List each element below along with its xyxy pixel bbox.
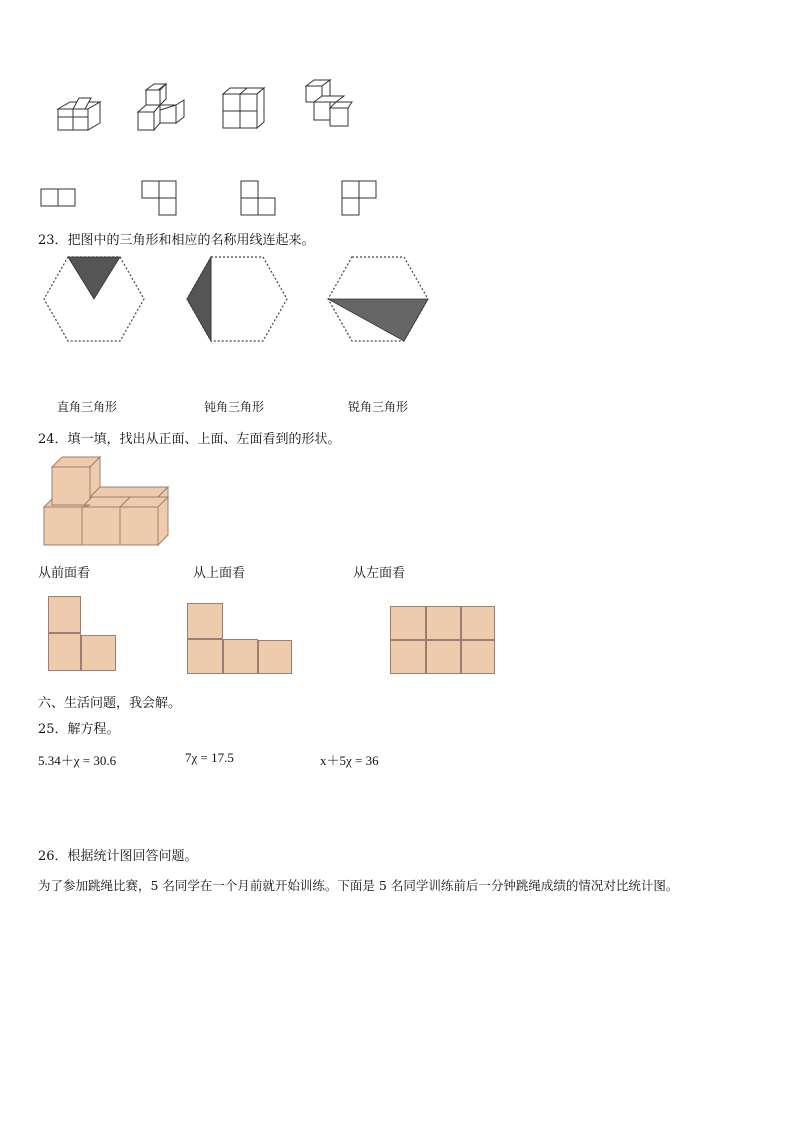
- triangle-name-acute: 锐角三角形: [348, 400, 409, 414]
- q24-prompt: 24．填一填，找出从正面、上面、左面看到的形状。: [38, 432, 341, 447]
- view-label-left: 从左面看: [353, 566, 406, 581]
- cube-stack-3d: [44, 455, 172, 547]
- equation-3: x＋5χ = 36: [320, 753, 379, 768]
- q26-prompt: 26．根据统计图回答问题。: [38, 849, 198, 864]
- flat-view-4: [341, 180, 377, 216]
- flat-view-3: [240, 180, 276, 216]
- cube-figure-4: [300, 78, 355, 130]
- cube-figure-3: [220, 86, 270, 130]
- q23-prompt: 23．把图中的三角形和相应的名称用线连起来。: [38, 233, 315, 248]
- triangle-name-obtuse: 钝角三角形: [204, 400, 265, 414]
- equation-2: 7χ = 17.5: [185, 750, 234, 765]
- view-label-front: 从前面看: [38, 566, 91, 581]
- hexagon-2: [185, 255, 289, 345]
- hexagon-3: [326, 255, 430, 345]
- cube-figure-1: [55, 95, 105, 131]
- view-label-top: 从上面看: [193, 566, 246, 581]
- q25-prompt: 25．解方程。: [38, 722, 120, 737]
- equation-1: 5.34＋χ = 30.6: [38, 753, 117, 768]
- flat-view-1: [40, 188, 76, 208]
- flat-view-2: [141, 180, 177, 216]
- triangle-name-right: 直角三角形: [57, 400, 118, 414]
- cube-figure-2: [136, 82, 191, 132]
- q26-text: 为了参加跳绳比赛，5 名同学在一个月前就开始训练。下面是 5 名同学训练前后一分钟跳绳成绩的情况对比统计图。: [38, 878, 679, 893]
- hexagon-1: [42, 255, 146, 345]
- section6-title: 六、生活问题，我会解。: [38, 696, 182, 711]
